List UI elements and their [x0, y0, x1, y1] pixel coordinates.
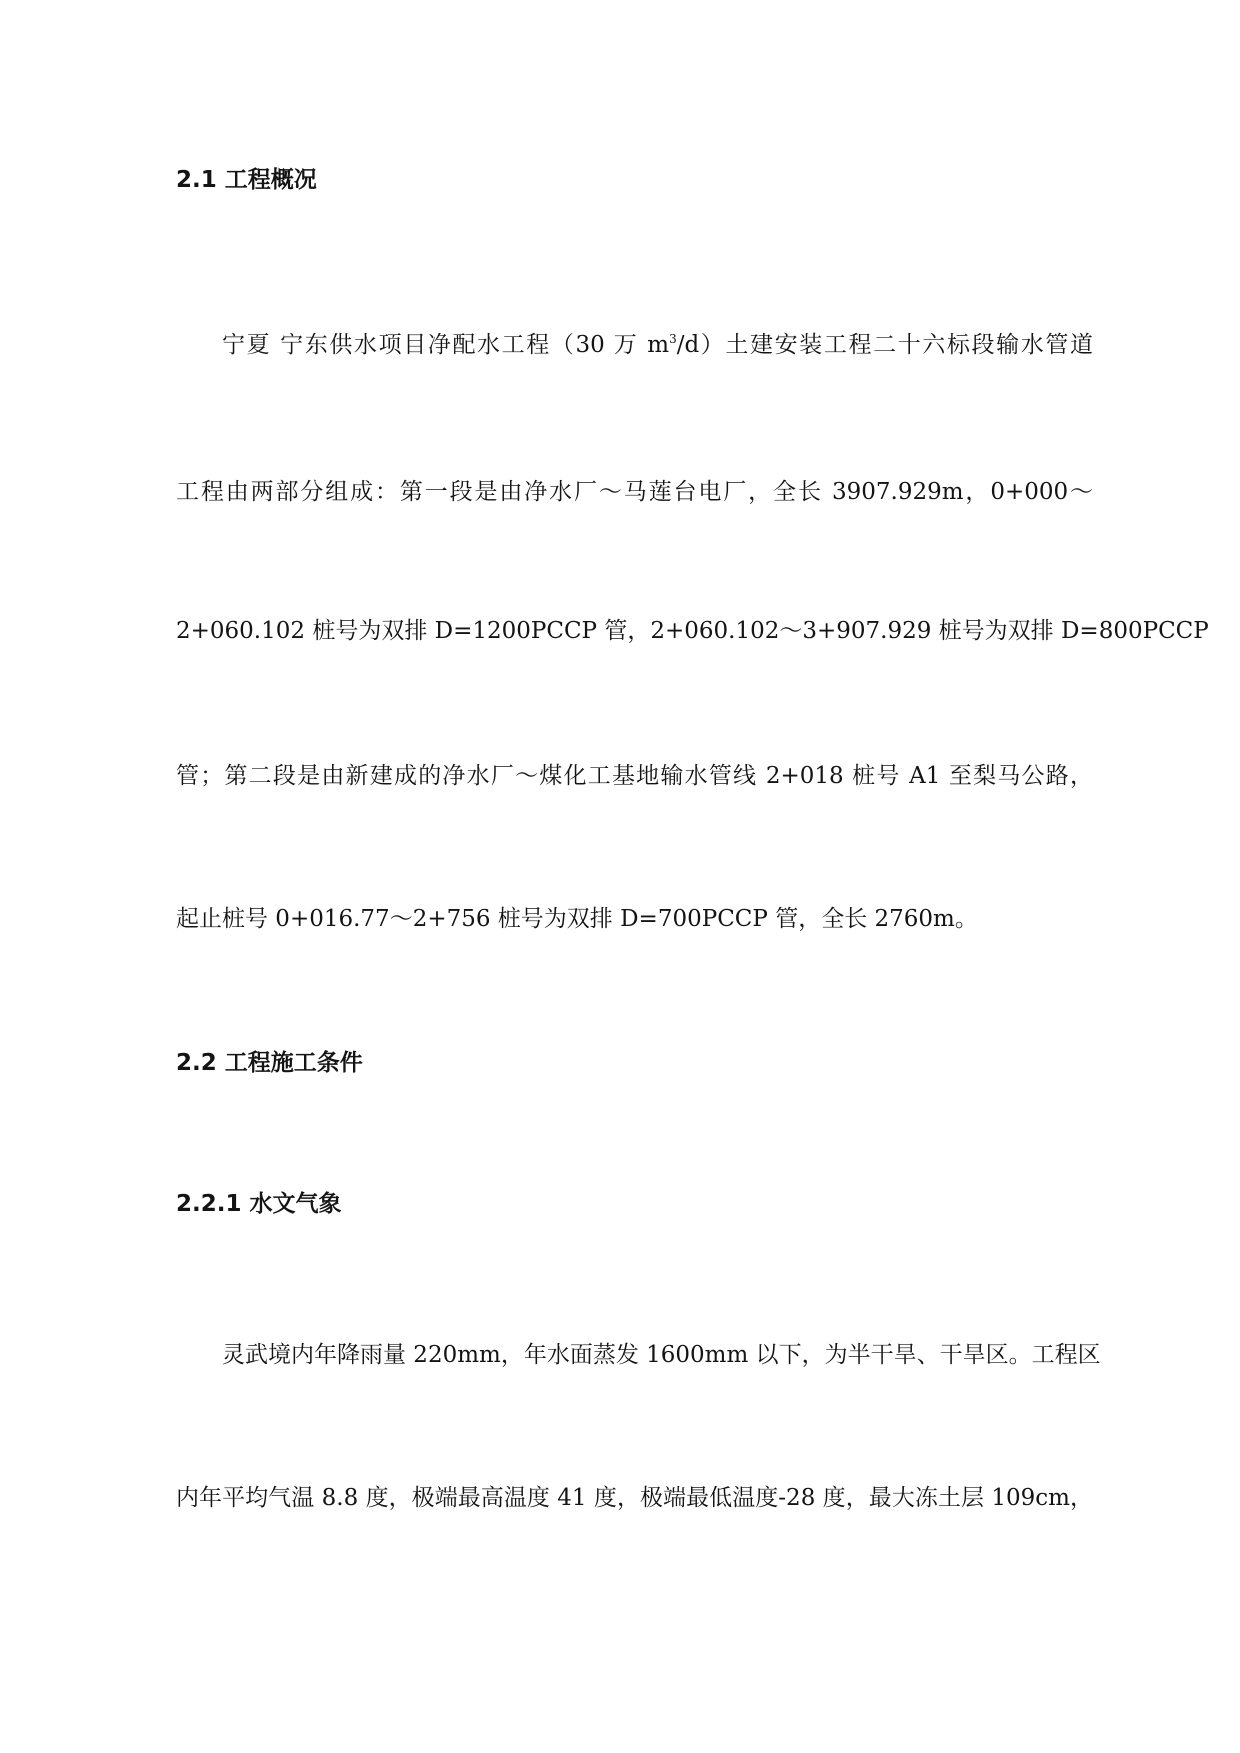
paragraph-line: 2+060.102 桩号为双排 D=1200PCCP 管，2+060.102～3+907.929 桩号为双排 D=800PCCP	[176, 618, 1209, 644]
section-heading-2-2-1: 2.2.1 水文气象	[176, 1191, 342, 1217]
paragraph-line	[222, 330, 1093, 360]
paragraph-line: 管；第二段是由新建成的净水厂～煤化工基地输水管线 2+018 桩号 A1 至梨马公路，	[176, 763, 1093, 789]
superscript-3: 3	[669, 332, 677, 346]
paragraph-line: 内年平均气温 8.8 度，极端最高温度 41 度，极端最低温度-28 度，最大冻土层 109cm，	[176, 1485, 1093, 1511]
paragraph-line: 灵武境内年降雨量 220mm，年水面蒸发 1600mm 以下，为半干旱、干旱区。工程区	[222, 1342, 1101, 1368]
text-run: /d）土建安装工程二十六标段输水管道	[676, 332, 1093, 358]
paragraph-line: 起止桩号 0+016.77～2+756 桩号为双排 D=700PCCP 管，全长 2760m。	[176, 906, 978, 932]
paragraph-line: 工程由两部分组成：第一段是由净水厂～马莲台电厂，全长 3907.929m，0+000～	[176, 479, 1093, 505]
section-heading-2-1: 2.1 工程概况	[176, 167, 317, 193]
text-run: 宁夏 宁东供水项目净配水工程（30 万 m	[222, 332, 670, 358]
section-heading-2-2: 2.2 工程施工条件	[176, 1050, 363, 1076]
